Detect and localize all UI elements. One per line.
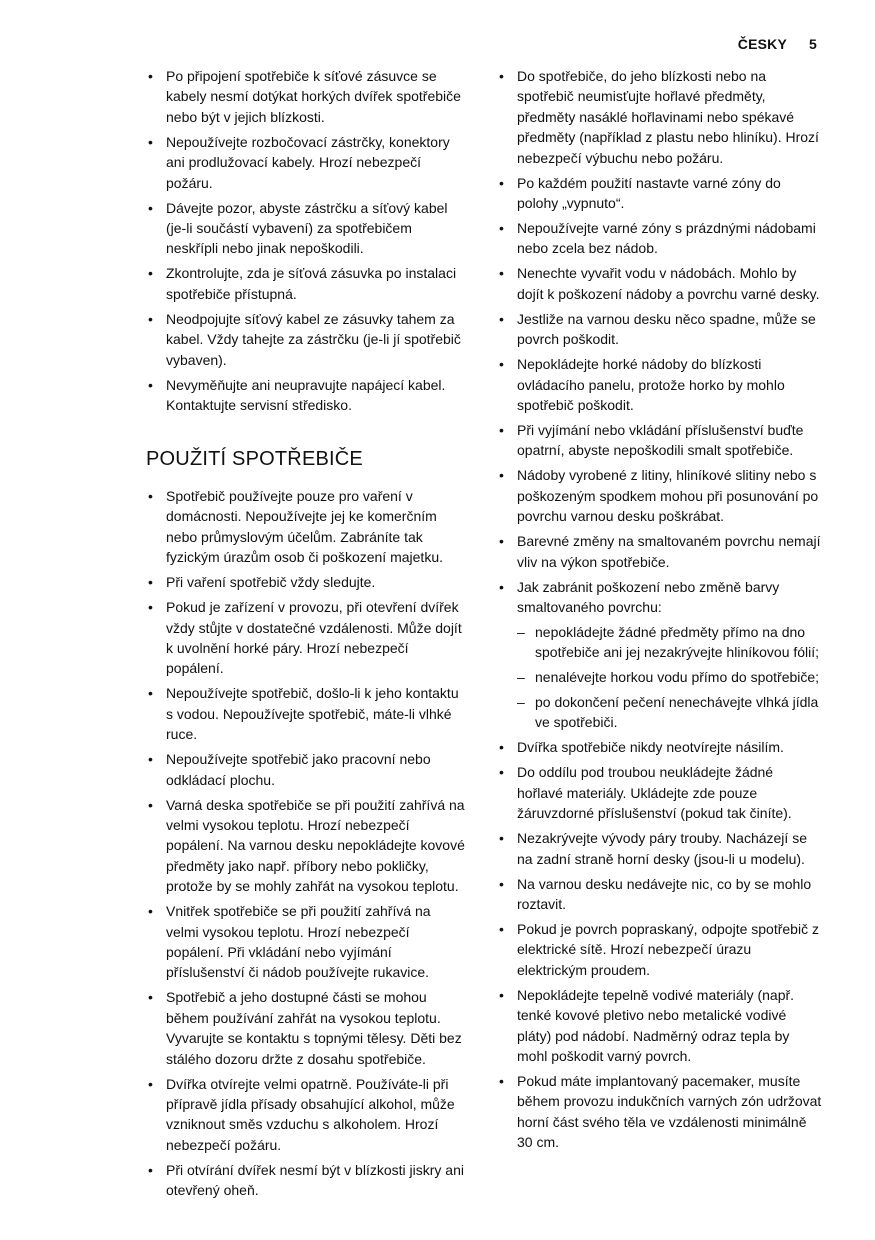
list-item: • Nepoužívejte spotřebič jako pracovní nebo odkládací plochu. [146, 749, 466, 790]
list-item: • Do oddílu pod troubou neukládejte žádné hořlavé materiály. Ukládejte zde pouze žáruvzdorné příslušenství (pokud tak činíte). [497, 762, 822, 823]
list-item: • Spotřebič používejte pouze pro vaření v domácnosti. Nepoužívejte jej ke komerčním nebo průmyslovým účelům. Zabráníte tak fyzickým úrazům osob či poškození majetku. [146, 486, 466, 568]
list-item: • Po připojení spotřebiče k síťové zásuvce se kabely nesmí dotýkat horkých dvířek spotřebiče nebo být v jejich blízkosti. [146, 66, 466, 127]
list-item: • Nepoužívejte varné zóny s prázdnými nádobami nebo zcela bez nádob. [497, 218, 822, 259]
enamel-sublist [517, 622, 822, 733]
list-item: • Pokud je zařízení v provozu, při otevření dvířek vždy stůjte v dostatečné vzdálenosti. Může dojít k uvolnění horké páry. Hrozí nebezpečí popálení. [146, 597, 466, 679]
list-item: • Pokud máte implantovaný pacemaker, musíte během provozu indukčních varných zón udržovat horní část svého těla ve vzdálenosti minimálně 30 cm. [497, 1071, 822, 1153]
list-item: • Po každém použití nastavte varné zóny do polohy „vypnuto“. [497, 173, 822, 214]
list-item: • Na varnou desku nedávejte nic, co by se mohlo roztavit. [497, 874, 822, 915]
list-item-enamel [497, 577, 822, 733]
sub-list-item: – po dokončení pečení nenechávejte vlhká jídla ve spotřebiči. [517, 692, 822, 733]
list-item: • Dvířka otvírejte velmi opatrně. Používáte-li při přípravě jídla přísady obsahující alkohol, může vzniknout směs vzduchu s alkoholem. Hrozí nebezpečí požáru. [146, 1074, 466, 1156]
list-item: • Nepokládejte horké nádoby do blízkosti ovládacího panelu, protože horko by mohlo spotřebič poškodit. [497, 354, 822, 415]
list-item: • Nepoužívejte spotřebič, došlo-li k jeho kontaktu s vodou. Nepoužívejte spotřebič, máte-li vlhké ruce. [146, 683, 466, 744]
list-item: • Dvířka spotřebiče nikdy neotvírejte násilím. [497, 737, 822, 757]
list-item: • Nenechte vyvařit vodu v nádobách. Mohlo by dojít k poškození nádoby a povrchu varné desky. [497, 263, 822, 304]
list-item: • Při vaření spotřebič vždy sledujte. [146, 572, 466, 592]
section-title: POUŽITÍ SPOTŘEBIČE [146, 448, 363, 471]
list-item: • Dávejte pozor, abyste zástrčku a síťový kabel (je-li součástí vybavení) za spotřebičem neskřípli nebo jinak nepoškodili. [146, 198, 466, 259]
list-item: • Nepokládejte tepelně vodivé materiály (např. tenké kovové pletivo nebo metalické vodivé pláty) pod nádobí. Nadměrný odraz tepla by mohl poškodit varný povrch. [497, 985, 822, 1067]
list-item: • Do spotřebiče, do jeho blízkosti nebo na spotřebič neumisťujte hořlavé předměty, předměty nasáklé hořlavinami nebo spékavé předměty (například z plastu nebo hliníku). Hrozí nebezpečí výbuchu nebo požáru. [497, 66, 822, 168]
page-header [738, 36, 817, 52]
page-number: 5 [809, 36, 817, 52]
electrical-safety-list [146, 66, 466, 415]
list-item: • Barevné změny na smaltovaném povrchu nemají vliv na výkon spotřebiče. [497, 531, 822, 572]
list-item: • Pokud je povrch popraskaný, odpojte spotřebič z elektrické sítě. Hrozí nebezpečí úrazu elektrickým proudem. [497, 919, 822, 980]
list-item: • Spotřebič a jeho dostupné části se mohou během používání zahřát na vysokou teplotu. Vyvarujte se kontaktu s topnými tělesy. Děti bez stálého dozoru držte z dosahu spotřebiče. [146, 987, 466, 1069]
sub-list-item: – nepokládejte žádné předměty přímo na dno spotřebiče ani jej nezakrývejte hliníkovou fólií; [517, 622, 822, 663]
language-label: ČESKY [737, 36, 787, 52]
right-column [497, 66, 822, 1157]
list-item: • Nepoužívejte rozbočovací zástrčky, konektory ani prodlužovací kabely. Hrozí nebezpečí požáru. [146, 132, 466, 193]
list-item: • Při otvírání dvířek nesmí být v blízkosti jiskry ani otevřený oheň. [146, 1160, 466, 1201]
list-item: • Neodpojujte síťový kabel ze zásuvky tahem za kabel. Vždy tahejte za zástrčku (je-li jí spotřebič vybaven). [146, 309, 466, 370]
list-item: • Varná deska spotřebiče se při použití zahřívá na velmi vysokou teplotu. Hrozí nebezpečí popálení. Na varnou desku nepokládejte kovové předměty jako např. příbory nebo pokličky, protože by se mohly zahřát na vysokou teplotu. [146, 795, 466, 897]
list-item: • Nezakrývejte vývody páry trouby. Nacházejí se na zadní straně horní desky (jsou-li u modelu). [497, 828, 822, 869]
left-column [146, 66, 466, 1205]
list-item: • Při vyjímání nebo vkládání příslušenství buďte opatrní, abyste nepoškodili smalt spotřebiče. [497, 420, 822, 461]
list-item: • Nádoby vyrobené z litiny, hliníkové slitiny nebo s poškozeným spodkem mohou při posunování po povrchu varnou desku poškrábat. [497, 465, 822, 526]
list-item: • Zkontrolujte, zda je síťová zásuvka po instalaci spotřebiče přístupná. [146, 263, 466, 304]
cooking-safety-list [497, 66, 822, 1153]
enamel-intro: Jak zabránit poškození nebo změně barvy smaltovaného povrchu: [517, 578, 780, 616]
list-item: • Jestliže na varnou desku něco spadne, může se povrch poškodit. [497, 309, 822, 350]
usage-list [146, 486, 466, 1201]
sub-list-item: – nenalévejte horkou vodu přímo do spotřebiče; [517, 667, 822, 687]
list-item: • Vnitřek spotřebiče se při použití zahřívá na velmi vysokou teplotu. Hrozí nebezpečí popálení. Při vkládání nebo vyjímání příslušenství či nádob používejte rukavice. [146, 901, 466, 983]
list-item: • Nevyměňujte ani neupravujte napájecí kabel. Kontaktujte servisní středisko. [146, 375, 466, 416]
